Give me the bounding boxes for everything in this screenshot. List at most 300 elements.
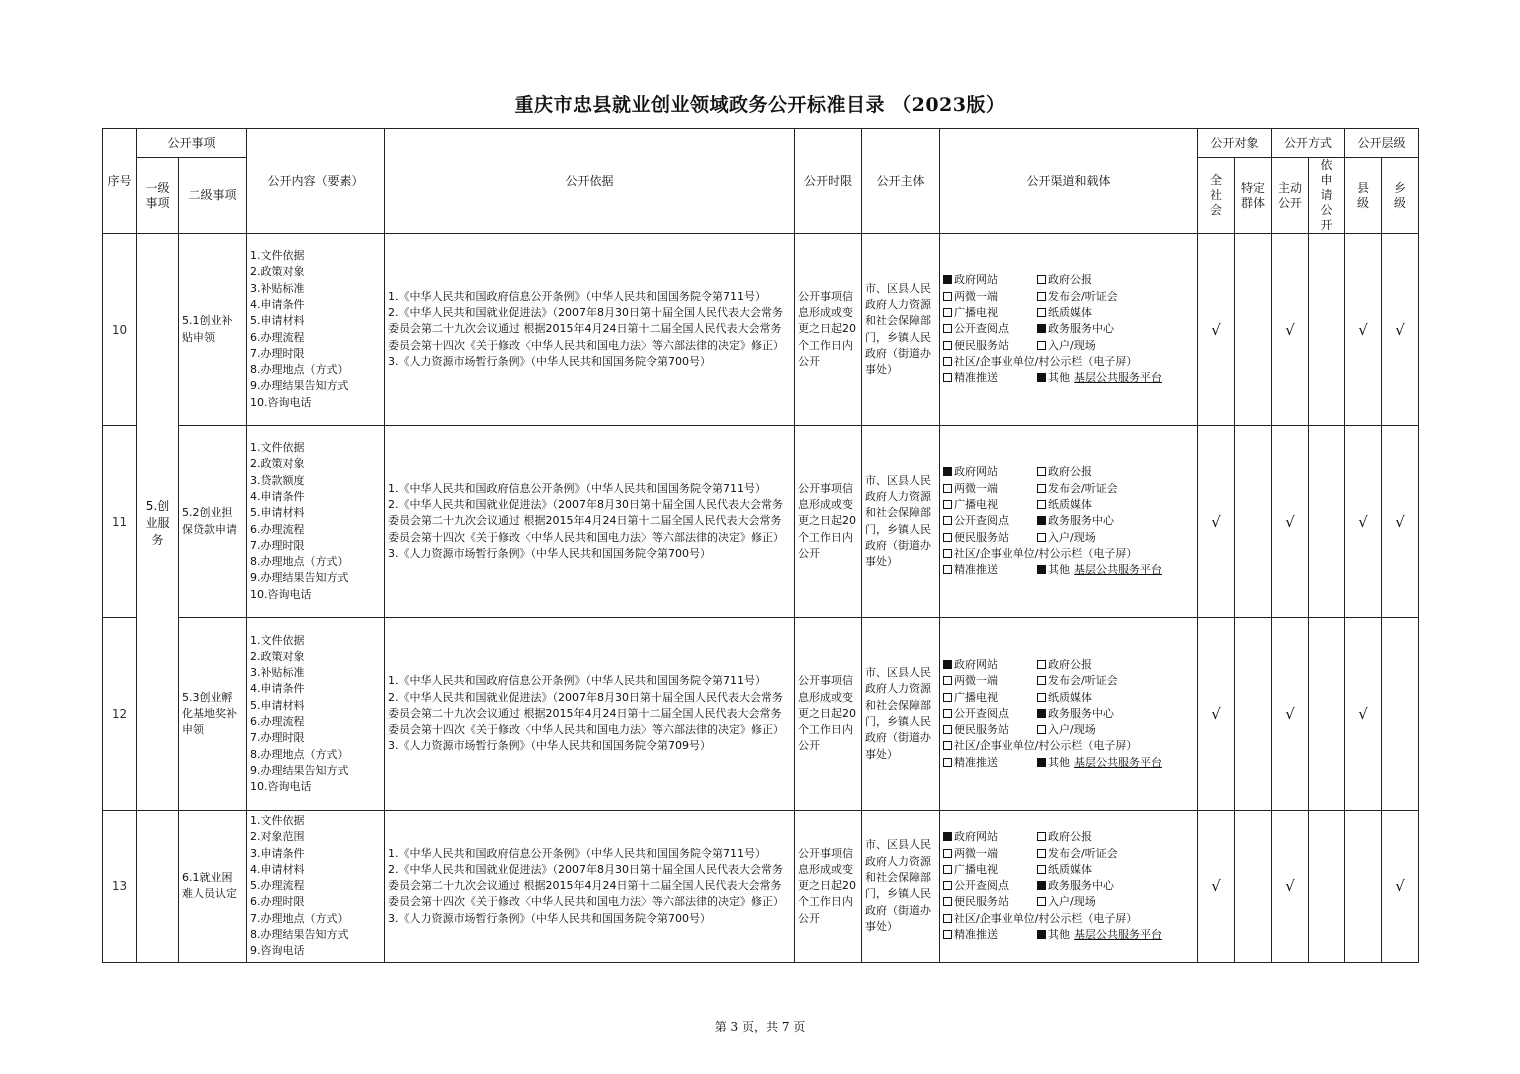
- basis-cell: [385, 234, 795, 426]
- catalog-table: [102, 128, 1419, 963]
- channel-option: [943, 829, 1037, 845]
- row-seq: 11: [103, 426, 137, 618]
- channel-label: 公开查阅点: [954, 514, 1010, 528]
- mark-county: [1345, 811, 1382, 963]
- content-item: 9.办理结果告知方式: [250, 379, 349, 393]
- content-item: 10.咨询电话: [250, 395, 312, 409]
- subject-cell: 市、区县人民政府人力资源和社会保障部门，乡镇人民政府（街道办事处）: [862, 426, 940, 618]
- channel-option: [1037, 657, 1092, 673]
- basis-item: 2.《中华人民共和国就业促进法》（2007年8月30日第十届全国人民代表大会常务委员会第二十九次会议通过 根据2015年4月24日第十二届全国人民代表大会常务委员会第十四次《关于修改〈中华人民共和国电力法〉等六部法律的决定》修正）: [388, 498, 785, 544]
- header-row-1: [103, 129, 1419, 158]
- basis-item: 3.《人力资源市场暂行条例》（中华人民共和国国务院令第709号）: [388, 739, 712, 753]
- channel-option: [1037, 722, 1096, 738]
- channel-label: 社区/企事业单位/村公示栏（电子屏）: [954, 546, 1138, 560]
- unchecked-box-icon: [1037, 660, 1046, 669]
- header-method-active: 主动公开: [1272, 158, 1309, 234]
- unchecked-box-icon: [943, 341, 952, 350]
- channel-option: [943, 862, 1037, 878]
- header-level: 公开层级: [1345, 129, 1419, 158]
- channel-cell: [940, 811, 1198, 963]
- content-item: 2.政策对象: [250, 649, 305, 663]
- channel-label: 发布会/听证会: [1048, 289, 1118, 303]
- channel-label: 入户/现场: [1048, 895, 1096, 909]
- channel-label: 其他: [1048, 371, 1071, 385]
- channel-label: 公开查阅点: [954, 879, 1010, 893]
- channel-row: [943, 370, 1194, 386]
- channel-label: 社区/企事业单位/村公示栏（电子屏）: [954, 354, 1138, 368]
- unchecked-box-icon: [1037, 849, 1046, 858]
- basis-cell: [385, 426, 795, 618]
- header-content: 公开内容（要素）: [247, 129, 385, 234]
- content-item: 6.办理时限: [250, 895, 305, 909]
- level2-cell: 5.2创业担保贷款申请: [179, 426, 247, 618]
- basis-item: 2.《中华人民共和国就业促进法》（2007年8月30日第十届全国人民代表大会常务委员会第二十九次会议通过 根据2015年4月24日第十二届全国人民代表大会常务委员会第十四次《关于修改〈中华人民共和国电力法〉等六部法律的决定》修正）: [388, 862, 785, 909]
- channel-row: [943, 272, 1194, 288]
- channel-row: [943, 657, 1194, 673]
- content-item: 3.贷款额度: [250, 473, 305, 487]
- channel-option: [943, 513, 1037, 529]
- channel-label: 政务服务中心: [1048, 322, 1115, 336]
- channel-row: [943, 562, 1194, 578]
- channel-label: 政府公报: [1048, 465, 1093, 479]
- content-item: 1.文件依据: [250, 633, 305, 647]
- channel-row: [943, 894, 1194, 910]
- header-level-town: 乡级: [1382, 158, 1419, 234]
- time-cell: 公开事项信息形成或变更之日起20个工作日内公开: [795, 234, 862, 426]
- channel-option: [1037, 562, 1162, 578]
- table-body: [103, 234, 1419, 963]
- unchecked-box-icon: [943, 725, 952, 734]
- channel-option: [943, 755, 1037, 771]
- channel-label: 精准推送: [954, 755, 999, 769]
- channel-option: [943, 738, 1137, 754]
- mark-active: √: [1272, 618, 1309, 811]
- basis-item: 1.《中华人民共和国政府信息公开条例》（中华人民共和国国务院令第711号）: [388, 846, 767, 860]
- channel-row: [943, 829, 1194, 845]
- header-matter: 公开事项: [137, 129, 247, 158]
- content-item: 8.办理地点（方式）: [250, 747, 349, 761]
- channel-option: [1037, 690, 1092, 706]
- mark-specific: [1235, 426, 1272, 618]
- channel-row: [943, 706, 1194, 722]
- channel-option: [943, 690, 1037, 706]
- row-seq: 10: [103, 234, 137, 426]
- unchecked-box-icon: [943, 308, 952, 317]
- channel-option: [943, 354, 1137, 370]
- unchecked-box-icon: [943, 914, 952, 923]
- channel-label: 发布会/听证会: [1048, 481, 1118, 495]
- unchecked-box-icon: [1037, 308, 1046, 317]
- channel-row: [943, 673, 1194, 689]
- channel-row: [943, 722, 1194, 738]
- level2-cell: 5.3创业孵化基地奖补申领: [179, 618, 247, 811]
- subject-cell: 市、区县人民政府人力资源和社会保障部门，乡镇人民政府（街道办事处）: [862, 234, 940, 426]
- content-item: 5.申请材料: [250, 506, 305, 520]
- checked-box-icon: [1037, 516, 1046, 525]
- channel-option: [943, 894, 1037, 910]
- basis-item: 2.《中华人民共和国就业促进法》（2007年8月30日第十届全国人民代表大会常务委员会第二十九次会议通过 根据2015年4月24日第十二届全国人民代表大会常务委员会第十四次《关于修改〈中华人民共和国电力法〉等六部法律的决定》修正）: [388, 690, 785, 737]
- basis-cell: [385, 618, 795, 811]
- channel-other-text: 基层公共服务平台: [1074, 928, 1163, 942]
- unchecked-box-icon: [943, 292, 952, 301]
- content-item: 2.对象范围: [250, 830, 305, 844]
- content-item: 4.申请材料: [250, 862, 305, 876]
- channel-row: [943, 481, 1194, 497]
- group-label: 5.创业服务: [145, 498, 170, 547]
- checked-box-icon: [1037, 881, 1046, 890]
- basis-item: 3.《人力资源市场暂行条例》（中华人民共和国国务院令第700号）: [388, 546, 712, 560]
- mark-all: √: [1198, 811, 1235, 963]
- channel-option: [1037, 513, 1114, 529]
- channel-option: [943, 370, 1037, 386]
- channel-option: [943, 657, 1037, 673]
- channel-label: 社区/企事业单位/村公示栏（电子屏）: [954, 911, 1138, 925]
- channel-option: [1037, 706, 1114, 722]
- mark-county: √: [1345, 426, 1382, 618]
- channel-option: [943, 530, 1037, 546]
- unchecked-box-icon: [943, 881, 952, 890]
- channel-row: [943, 289, 1194, 305]
- mark-active: √: [1272, 811, 1309, 963]
- unchecked-box-icon: [1037, 725, 1046, 734]
- channel-option: [1037, 305, 1092, 321]
- header-level2: 二级事项: [179, 158, 247, 234]
- subject-cell: 市、区县人民政府人力资源和社会保障部门，乡镇人民政府（街道办事处）: [862, 811, 940, 963]
- content-item: 2.政策对象: [250, 265, 305, 279]
- channel-label: 政府公报: [1048, 657, 1093, 671]
- level2-cell: 5.1创业补贴申领: [179, 234, 247, 426]
- channel-label: 政府公报: [1048, 830, 1093, 844]
- content-cell: [247, 618, 385, 811]
- unchecked-box-icon: [1037, 533, 1046, 542]
- channel-option: [1037, 338, 1096, 354]
- mark-all: √: [1198, 618, 1235, 811]
- group-cell-empty: [137, 811, 179, 963]
- channel-row: [943, 513, 1194, 529]
- channel-row: [943, 862, 1194, 878]
- content-item: 10.咨询电话: [250, 780, 312, 794]
- mark-county: √: [1345, 234, 1382, 426]
- content-item: 6.办理流程: [250, 715, 305, 728]
- content-item: 1.文件依据: [250, 814, 305, 827]
- unchecked-box-icon: [943, 676, 952, 685]
- channel-option: [1037, 289, 1118, 305]
- unchecked-box-icon: [1037, 832, 1046, 841]
- checked-box-icon: [943, 660, 952, 669]
- unchecked-box-icon: [1037, 865, 1046, 874]
- checked-box-icon: [1037, 565, 1046, 574]
- header-subject: 公开主体: [862, 129, 940, 234]
- channel-label: 政务服务中心: [1048, 879, 1115, 893]
- channel-row: [943, 911, 1194, 927]
- group-cell: [137, 234, 179, 811]
- channel-row: [943, 927, 1194, 943]
- page-title: 重庆市忠县就业创业领域政务公开标准目录 （2023版）: [514, 94, 1006, 116]
- checked-box-icon: [1037, 709, 1046, 718]
- header-method-request: 依申请公开: [1309, 158, 1345, 234]
- header-target-all: 全社会: [1198, 158, 1235, 234]
- channel-option: [943, 481, 1037, 497]
- channel-label: 两微一端: [954, 674, 999, 688]
- checked-box-icon: [1037, 930, 1046, 939]
- unchecked-box-icon: [1037, 693, 1046, 702]
- mark-county: √: [1345, 618, 1382, 811]
- channel-row: [943, 305, 1194, 321]
- mark-all: √: [1198, 426, 1235, 618]
- channel-row: [943, 755, 1194, 771]
- unchecked-box-icon: [943, 484, 952, 493]
- channel-label: 政府公报: [1048, 273, 1093, 287]
- content-cell: [247, 426, 385, 618]
- unchecked-box-icon: [943, 500, 952, 509]
- channel-option: [1037, 862, 1092, 878]
- unchecked-box-icon: [1037, 676, 1046, 685]
- channel-option: [1037, 497, 1092, 513]
- level2-cell: 6.1就业困难人员认定: [179, 811, 247, 963]
- channel-label: 精准推送: [954, 371, 999, 385]
- channel-label: 其他: [1048, 563, 1071, 577]
- content-cell: [247, 234, 385, 426]
- unchecked-box-icon: [943, 373, 952, 382]
- mark-request: [1309, 234, 1345, 426]
- channel-option: [1037, 530, 1096, 546]
- unchecked-box-icon: [943, 849, 952, 858]
- channel-row: [943, 530, 1194, 546]
- content-item: 3.补贴标准: [250, 666, 305, 680]
- channel-label: 便民服务站: [954, 723, 1010, 737]
- channel-row: [943, 321, 1194, 337]
- unchecked-box-icon: [943, 758, 952, 767]
- channel-option: [943, 289, 1037, 305]
- channel-cell: [940, 234, 1198, 426]
- channel-label: 入户/现场: [1048, 530, 1096, 544]
- mark-specific: [1235, 811, 1272, 963]
- content-item: 7.办理时限: [250, 346, 305, 360]
- unchecked-box-icon: [943, 897, 952, 906]
- channel-row: [943, 497, 1194, 513]
- table-row: [103, 811, 1419, 963]
- channel-cell: [940, 618, 1198, 811]
- content-item: 7.办理时限: [250, 731, 305, 745]
- unchecked-box-icon: [943, 930, 952, 939]
- channel-label: 纸质媒体: [1048, 498, 1093, 512]
- channel-option: [943, 722, 1037, 738]
- unchecked-box-icon: [1037, 897, 1046, 906]
- channel-label: 入户/现场: [1048, 723, 1096, 737]
- mark-request: [1309, 618, 1345, 811]
- checked-box-icon: [943, 832, 952, 841]
- content-item: 7.办理时限: [250, 538, 305, 552]
- header-level1: 一级事项: [137, 158, 179, 234]
- unchecked-box-icon: [1037, 467, 1046, 476]
- content-item: 5.办理流程: [250, 879, 305, 893]
- channel-row: [943, 878, 1194, 894]
- unchecked-box-icon: [943, 565, 952, 574]
- channel-option: [943, 497, 1037, 513]
- channel-label: 精准推送: [954, 563, 999, 577]
- content-item: 4.申请条件: [250, 682, 305, 696]
- channel-option: [943, 464, 1037, 480]
- mark-request: [1309, 811, 1345, 963]
- header-target-specific: 特定群体: [1235, 158, 1272, 234]
- content-item: 9.咨询电话: [250, 944, 305, 958]
- channel-label: 发布会/听证会: [1048, 674, 1118, 688]
- channel-label: 政务服务中心: [1048, 706, 1115, 720]
- channel-cell: [940, 426, 1198, 618]
- channel-option: [1037, 481, 1118, 497]
- channel-label: 纸质媒体: [1048, 862, 1093, 876]
- header-channel: 公开渠道和载体: [940, 129, 1198, 234]
- channel-option: [943, 846, 1037, 862]
- table-row: [103, 426, 1419, 618]
- content-cell: [247, 811, 385, 963]
- checked-box-icon: [943, 275, 952, 284]
- unchecked-box-icon: [1037, 500, 1046, 509]
- channel-option: [1037, 846, 1118, 862]
- content-item: 8.办理地点（方式）: [250, 363, 349, 377]
- channel-label: 广播电视: [954, 306, 999, 320]
- channel-row: [943, 546, 1194, 562]
- channel-option: [943, 272, 1037, 288]
- channel-label: 纸质媒体: [1048, 690, 1093, 704]
- channel-label: 公开查阅点: [954, 322, 1010, 336]
- basis-cell: [385, 811, 795, 963]
- channel-option: [1037, 755, 1162, 771]
- unchecked-box-icon: [1037, 292, 1046, 301]
- mark-town: √: [1382, 426, 1419, 618]
- channel-label: 其他: [1048, 928, 1071, 942]
- content-item: 1.文件依据: [250, 441, 305, 455]
- channel-label: 纸质媒体: [1048, 306, 1093, 320]
- channel-label: 政府网站: [954, 273, 999, 287]
- mark-all: √: [1198, 234, 1235, 426]
- content-item: 2.政策对象: [250, 457, 305, 471]
- channel-other-text: 基层公共服务平台: [1074, 563, 1163, 577]
- mark-specific: [1235, 234, 1272, 426]
- channel-label: 政务服务中心: [1048, 514, 1115, 528]
- basis-item: 1.《中华人民共和国政府信息公开条例》（中华人民共和国国务院令第711号）: [388, 674, 767, 688]
- channel-row: [943, 464, 1194, 480]
- header-basis: 公开依据: [385, 129, 795, 234]
- row-seq: 12: [103, 618, 137, 811]
- content-item: 3.申请条件: [250, 846, 305, 860]
- content-item: 9.办理结果告知方式: [250, 571, 349, 585]
- channel-option: [943, 673, 1037, 689]
- unchecked-box-icon: [943, 693, 952, 702]
- unchecked-box-icon: [943, 324, 952, 333]
- basis-item: 3.《人力资源市场暂行条例》（中华人民共和国国务院令第700号）: [388, 911, 712, 925]
- channel-option: [943, 546, 1137, 562]
- channel-label: 政府网站: [954, 465, 999, 479]
- header-method: 公开方式: [1272, 129, 1345, 158]
- channel-row: [943, 354, 1194, 370]
- channel-label: 社区/企事业单位/村公示栏（电子屏）: [954, 739, 1138, 753]
- mark-specific: [1235, 618, 1272, 811]
- channel-label: 便民服务站: [954, 338, 1010, 352]
- checked-box-icon: [1037, 324, 1046, 333]
- channel-option: [943, 878, 1037, 894]
- channel-label: 两微一端: [954, 289, 999, 303]
- basis-item: 1.《中华人民共和国政府信息公开条例》（中华人民共和国国务院令第711号）: [388, 481, 767, 495]
- channel-option: [943, 321, 1037, 337]
- basis-item: 2.《中华人民共和国就业促进法》（2007年8月30日第十届全国人民代表大会常务委员会第二十九次会议通过 根据2015年4月24日第十二届全国人民代表大会常务委员会第十四次《关于修改〈中华人民共和国电力法〉等六部法律的决定》修正）: [388, 306, 785, 352]
- content-item: 3.补贴标准: [250, 281, 305, 295]
- unchecked-box-icon: [943, 357, 952, 366]
- unchecked-box-icon: [943, 516, 952, 525]
- content-item: 1.文件依据: [250, 249, 305, 263]
- channel-option: [1037, 272, 1092, 288]
- time-cell: 公开事项信息形成或变更之日起20个工作日内公开: [795, 618, 862, 811]
- content-item: 5.申请材料: [250, 314, 305, 328]
- unchecked-box-icon: [943, 533, 952, 542]
- channel-option: [943, 305, 1037, 321]
- content-item: 7.办理地点（方式）: [250, 911, 349, 925]
- unchecked-box-icon: [943, 549, 952, 558]
- channel-option: [1037, 878, 1114, 894]
- mark-request: [1309, 426, 1345, 618]
- channel-label: 广播电视: [954, 498, 999, 512]
- header-level-county: 县级: [1345, 158, 1382, 234]
- channel-label: 发布会/听证会: [1048, 846, 1118, 860]
- channel-option: [943, 911, 1137, 927]
- basis-item: 1.《中华人民共和国政府信息公开条例》（中华人民共和国国务院令第711号）: [388, 289, 767, 303]
- header-seq: 序号: [103, 129, 137, 234]
- channel-row: [943, 338, 1194, 354]
- content-item: 6.办理流程: [250, 522, 305, 536]
- unchecked-box-icon: [943, 709, 952, 718]
- content-item: 10.咨询电话: [250, 587, 312, 601]
- content-item: 5.申请材料: [250, 698, 305, 712]
- subject-cell: 市、区县人民政府人力资源和社会保障部门，乡镇人民政府（街道办事处）: [862, 618, 940, 811]
- unchecked-box-icon: [1037, 341, 1046, 350]
- content-item: 9.办理结果告知方式: [250, 763, 349, 777]
- channel-option: [943, 338, 1037, 354]
- channel-option: [1037, 673, 1118, 689]
- checked-box-icon: [1037, 373, 1046, 382]
- channel-option: [1037, 894, 1096, 910]
- content-item: 8.办理结果告知方式: [250, 928, 349, 942]
- checked-box-icon: [943, 467, 952, 476]
- channel-label: 便民服务站: [954, 530, 1010, 544]
- channel-label: 精准推送: [954, 928, 999, 942]
- channel-option: [943, 927, 1037, 943]
- channel-label: 其他: [1048, 755, 1071, 769]
- content-item: 4.申请条件: [250, 489, 305, 503]
- channel-option: [1037, 321, 1114, 337]
- content-item: 4.申请条件: [250, 297, 305, 311]
- mark-active: √: [1272, 234, 1309, 426]
- channel-label: 入户/现场: [1048, 338, 1096, 352]
- unchecked-box-icon: [1037, 275, 1046, 284]
- channel-row: [943, 846, 1194, 862]
- channel-option: [1037, 464, 1092, 480]
- channel-label: 广播电视: [954, 862, 999, 876]
- channel-label: 公开查阅点: [954, 706, 1010, 720]
- header-time: 公开时限: [795, 129, 862, 234]
- channel-other-text: 基层公共服务平台: [1074, 755, 1163, 769]
- table-row: [103, 618, 1419, 811]
- mark-town: [1382, 618, 1419, 811]
- mark-active: √: [1272, 426, 1309, 618]
- channel-option: [1037, 370, 1162, 386]
- channel-option: [1037, 829, 1092, 845]
- unchecked-box-icon: [943, 865, 952, 874]
- content-item: 8.办理地点（方式）: [250, 555, 349, 569]
- channel-label: 便民服务站: [954, 895, 1010, 909]
- channel-option: [943, 706, 1037, 722]
- content-item: 6.办理流程: [250, 330, 305, 344]
- channel-label: 政府网站: [954, 830, 999, 844]
